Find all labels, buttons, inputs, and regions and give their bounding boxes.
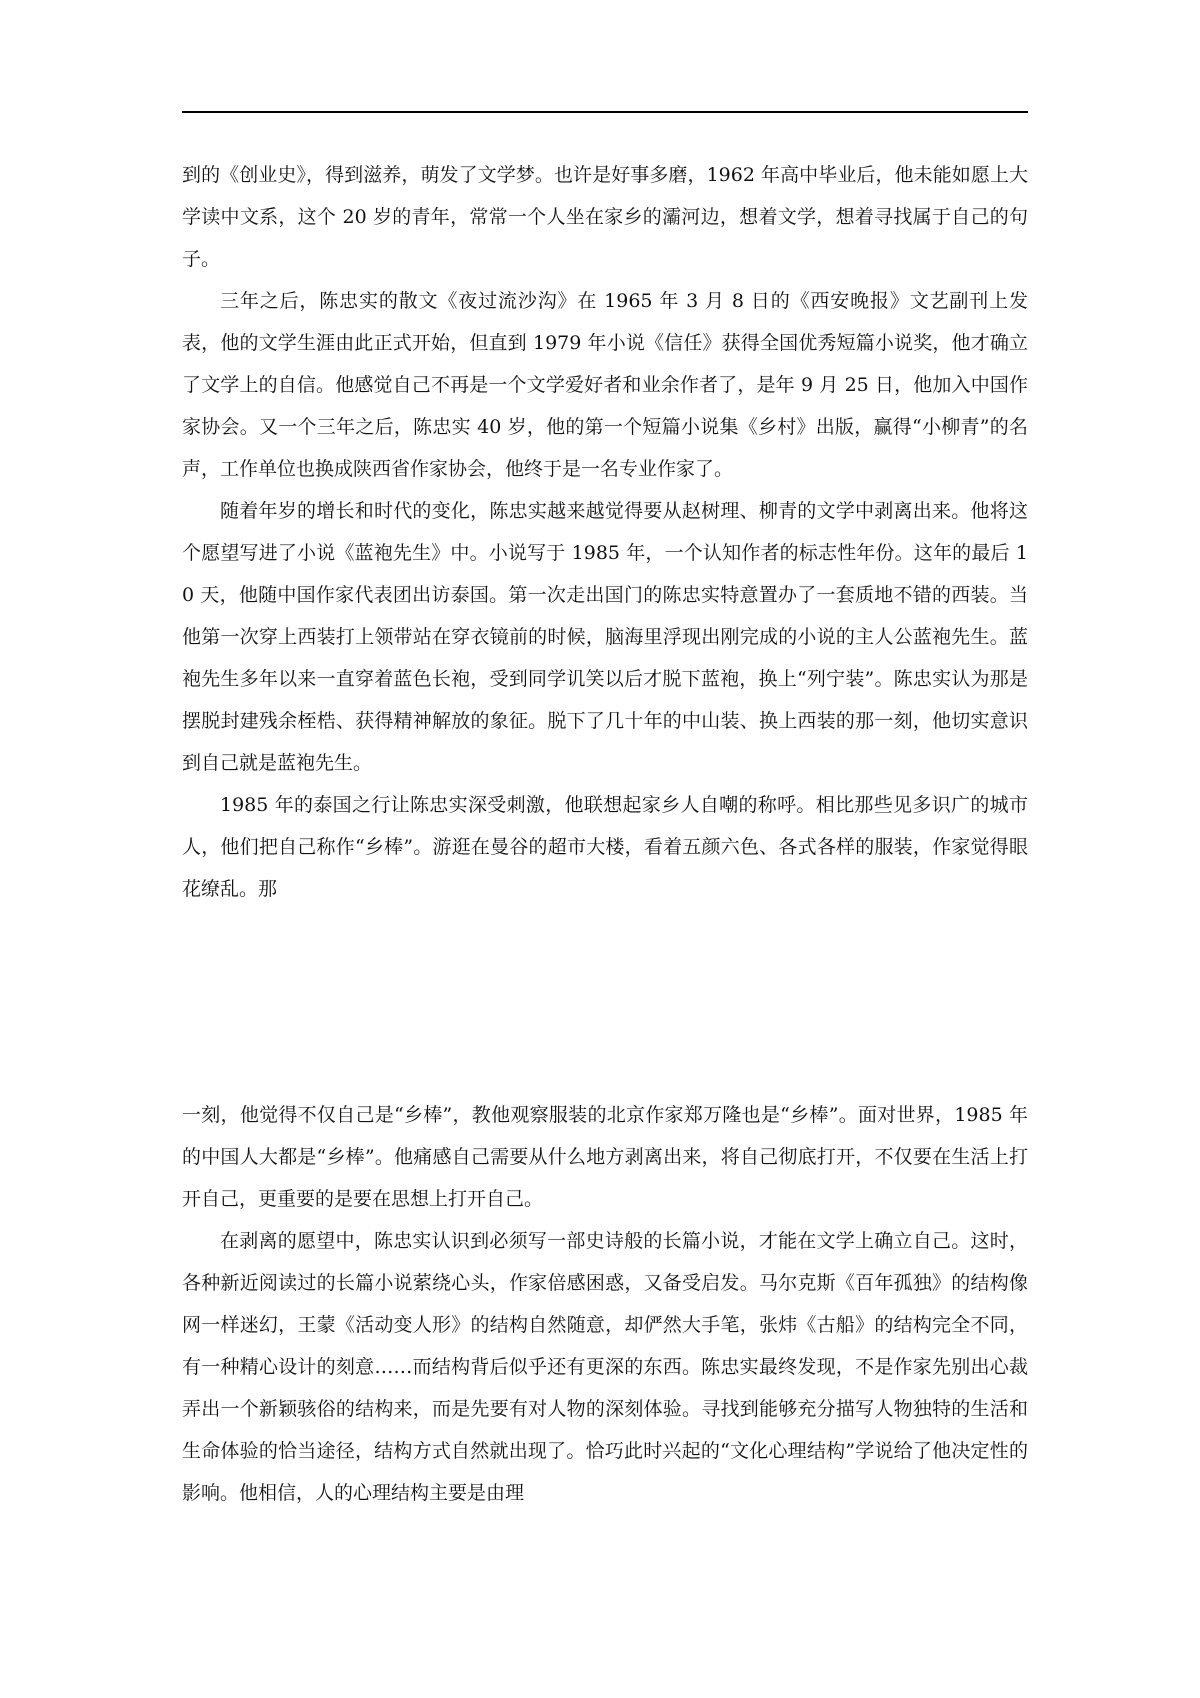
paragraph-6: 在剥离的愿望中，陈忠实认识到必须写一部史诗般的长篇小说，才能在文学上确立自己。这时，各种新近阅读过的长篇小说萦绕心头，作家倍感困惑，又备受启发。马尔克斯《百年孤独》的结构像网一样迷幻，王蒙《活动变人形》的结构自然随意，却俨然大手笔，张炜《古船》的结构完全不同，有一种精心设计的刻意……而结构背后似乎还有更深的东西。陈忠实最终发现，不是作家先别出心裁弄出一个新颖骇俗的结构来，而是先要有对人物的深刻体验。寻找到能够充分描写人物独特的生活和生命体验的恰当途径，结构方式自然就出现了。恰巧此时兴起的“文化心理结构”学说给了他决定性的影响。他相信，人的心理结构主要是由理 [182, 1230, 1028, 1504]
text-block-bottom [182, 1094, 1028, 1514]
text-block-top [182, 154, 1028, 910]
paragraph-2: 三年之后，陈忠实的散文《夜过流沙沟》在 1965 年 3 月 8 日的《西安晚报》文艺副刊上发表，他的文学生涯由此正式开始，但直到 1979 年小说《信任》获得全国优秀短篇小说奖，他才确立了文学上的自信。他感觉自己不再是一个文学爱好者和业余作者了，是年 9 月 25 日，他加入中国作家协会。又一个三年之后，陈忠实 40 岁，他的第一个短篇小说集《乡村》出版，赢得“小柳青”的名声，工作单位也换成陕西省作家协会，他终于是一名专业作家了。 [182, 290, 1028, 480]
header-rule [182, 111, 1028, 113]
paragraph-3: 随着年岁的增长和时代的变化，陈忠实越来越觉得要从赵树理、柳青的文学中剥离出来。他将这个愿望写进了小说《蓝袍先生》中。小说写于 1985 年，一个认知作者的标志性年份。这年的最后 10 天，他随中国作家代表团出访泰国。第一次走出国门的陈忠实特意置办了一套质地不错的西装。当他第一次穿上西装打上领带站在穿衣镜前的时候，脑海里浮现出刚完成的小说的主人公蓝袍先生。蓝袍先生多年以来一直穿着蓝色长袍，受到同学讥笑以后才脱下蓝袍，换上“列宁装”。陈忠实认为那是摆脱封建残余桎梏、获得精神解放的象征。脱下了几十年的中山装、换上西装的那一刻，他切实意识到自己就是蓝袍先生。 [182, 500, 1028, 774]
paragraph-1: 到的《创业史》，得到滋养，萌发了文学梦。也许是好事多磨，1962 年高中毕业后，他未能如愿上大学读中文系，这个 20 岁的青年，常常一个人坐在家乡的灞河边，想着文学，想着寻找属于自己的句子。 [182, 164, 1028, 270]
paragraph-5: 一刻，他觉得不仅自己是“乡棒”，教他观察服装的北京作家郑万隆也是“乡棒”。面对世界，1985 年的中国人大都是“乡棒”。他痛感自己需要从什么地方剥离出来，将自己彻底打开，不仅要在生活上打开自己，更重要的是要在思想上打开自己。 [182, 1104, 1028, 1210]
paragraph-4: 1985 年的泰国之行让陈忠实深受刺激，他联想起家乡人自嘲的称呼。相比那些见多识广的城市人，他们把自己称作“乡棒”。游逛在曼谷的超市大楼，看着五颜六色、各式各样的服装，作家觉得眼花缭乱。那 [182, 794, 1028, 900]
